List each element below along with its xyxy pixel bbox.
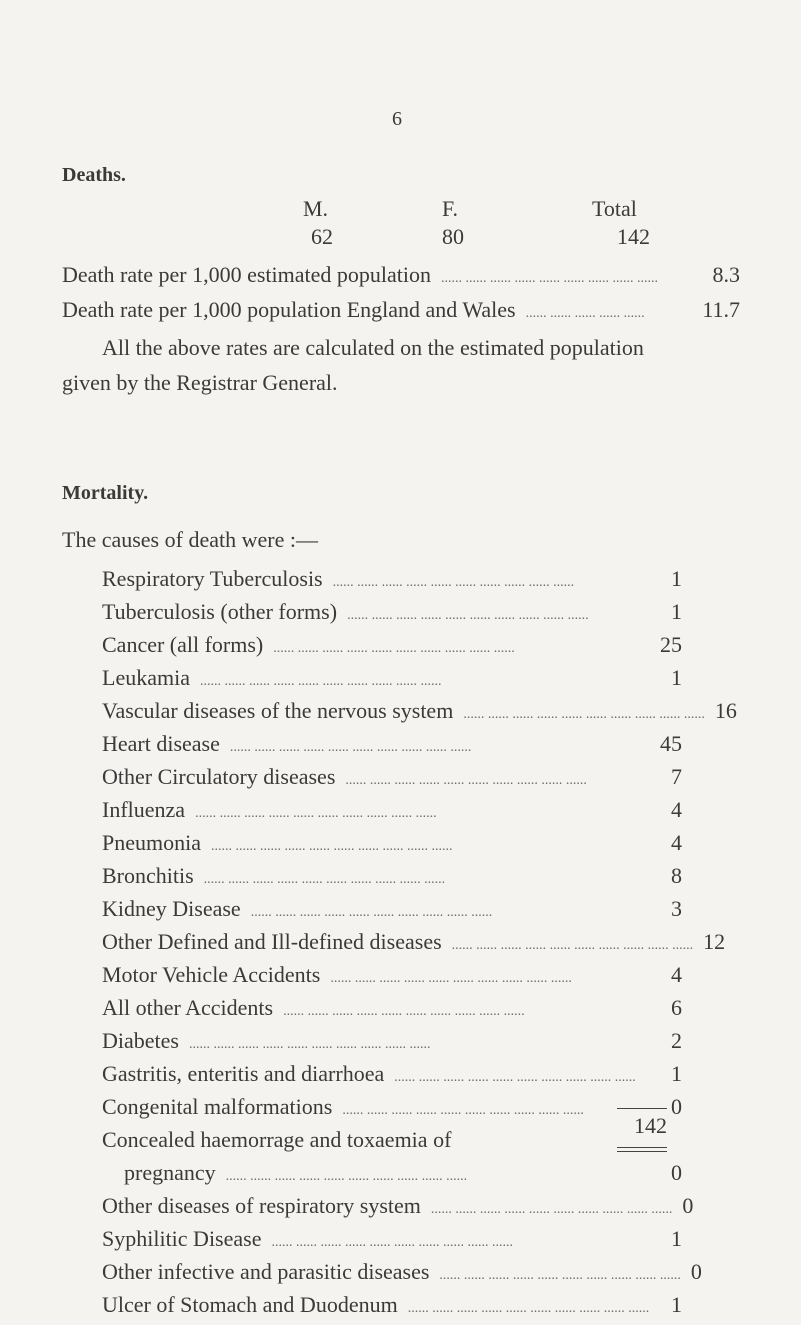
cause-row (62, 1094, 682, 1127)
leader-dots: ...... ...... ...... ...... ...... ...... ...... ...... ...... ...... (430, 1202, 673, 1217)
leader-dots: ...... ...... ...... ...... ...... ...... ...... ...... ...... ...... (439, 1268, 681, 1283)
leader-dots: ...... ...... ...... ...... ...... ...... ...... ...... ...... ...... (451, 938, 694, 953)
cause-label: Bronchitis (102, 863, 194, 888)
cause-count: 8 (671, 863, 682, 888)
cause-label: Other infective and parasitic diseases (102, 1259, 430, 1284)
cause-count: 3 (671, 896, 682, 921)
leader-dots: ...... ...... ...... ...... ...... ...... ...... ...... ...... ...... (250, 905, 493, 920)
cause-count: 45 (660, 731, 682, 756)
cause-label: Congenital malformations (102, 1094, 333, 1119)
cause-count: 1 (671, 1292, 682, 1317)
mortality-heading: Mortality. (62, 482, 149, 504)
cause-count: 25 (660, 632, 682, 657)
cause-row (62, 1127, 682, 1193)
cause-row (62, 731, 682, 764)
cause-count: 16 (714, 698, 737, 723)
page-number: 6 (392, 108, 402, 130)
rates-note (62, 330, 742, 400)
death-rate-england-label: Death rate per 1,000 population England and Wales (62, 297, 516, 322)
cause-row (62, 896, 682, 929)
leader-dots: ...... ...... ...... ...... ...... ...... ...... ...... ...... ...... (225, 1169, 468, 1184)
deaths-total-value: 142 (617, 224, 650, 249)
cause-label: Gastritis, enteritis and diarrhoea (102, 1061, 385, 1086)
cause-row (62, 632, 682, 665)
cause-row (62, 830, 682, 863)
cause-count: 6 (671, 995, 682, 1020)
leader-dots: ...... ...... ...... ...... ...... ...... ...... ...... ...... ...... (407, 1301, 650, 1316)
cause-count: 0 (690, 1259, 702, 1284)
leader-dots: ...... ...... ...... ...... ...... ...... ...... ...... ...... ...... (188, 1037, 431, 1052)
leader-dots: ...... ...... ...... ...... ...... ...... ...... ...... ...... ...... (330, 971, 572, 986)
cause-label: Cancer (all forms) (102, 632, 264, 657)
cause-row (62, 1226, 682, 1259)
cause-label-continued: pregnancy (124, 1160, 216, 1185)
rates-note-line1: All the above rates are calculated on the estimated population (102, 335, 644, 360)
cause-count: 0 (671, 1094, 682, 1119)
total-rule (617, 1108, 667, 1109)
leader-dots: ...... ...... ...... ...... ...... ...... ...... ...... ...... ...... (347, 608, 589, 623)
cause-count: 0 (671, 1160, 682, 1185)
cause-label: Respiratory Tuberculosis (102, 566, 323, 591)
cause-count: 1 (671, 566, 682, 591)
cause-count: 1 (671, 665, 682, 690)
cause-label: Ulcer of Stomach and Duodenum (102, 1292, 398, 1317)
leader-dots: ...... ...... ...... ...... ...... ...... ...... ...... ...... ...... (342, 1103, 584, 1118)
col-header-f: F. (442, 196, 458, 221)
cause-row (62, 962, 682, 995)
leader-dots: ...... ...... ...... ...... ...... ...... ...... ...... ...... ...... (195, 806, 437, 821)
death-rate-estimated-value: 8.3 (712, 262, 740, 287)
rates-note-line2: given by the Registrar General. (62, 370, 338, 395)
cause-label: All other Accidents (102, 995, 274, 1020)
cause-label: Other Defined and Ill-defined diseases (102, 929, 442, 954)
death-rate-estimated-row (62, 262, 740, 288)
cause-label: Pneumonia (102, 830, 201, 855)
cause-count: 4 (671, 830, 682, 855)
cause-count: 4 (671, 962, 682, 987)
cause-count: 2 (671, 1028, 682, 1053)
cause-row (62, 566, 682, 599)
cause-row (62, 1193, 694, 1226)
cause-count: 1 (671, 1226, 682, 1251)
total-double-rule-1 (617, 1147, 667, 1148)
cause-label: Influenza (102, 797, 186, 822)
leader-dots: ...... ...... ...... ...... ...... ...... ...... ...... ...... ...... (211, 839, 453, 854)
cause-row (62, 995, 682, 1028)
cause-row (62, 599, 682, 632)
leader-dots: ...... ...... ...... ...... ...... ...... ...... ...... ...... ...... (273, 641, 515, 656)
cause-label: Motor Vehicle Accidents (102, 962, 321, 987)
deaths-female-value: 80 (442, 224, 464, 249)
cause-label: Concealed haemorrage and toxaemia of (102, 1127, 452, 1152)
cause-label-continued-row (102, 1160, 682, 1193)
cause-row (62, 1028, 682, 1061)
leader-dots: ...... ...... ...... ...... ...... ...... ...... ...... ...... ...... (203, 872, 446, 887)
cause-row (62, 1061, 682, 1094)
cause-count: 1 (671, 599, 682, 624)
cause-row (62, 929, 726, 962)
cause-row (62, 863, 682, 896)
deaths-male-value: 62 (311, 224, 333, 249)
cause-label: Kidney Disease (102, 896, 241, 921)
leader-dots: ...... ...... ...... ...... ...... ...... ...... ...... ...... ...... (229, 740, 472, 755)
cause-label: Vascular diseases of the nervous system (102, 698, 454, 723)
total-double-rule-2 (617, 1151, 667, 1152)
leader-dots: ...... ...... ...... ...... ...... ...... ...... ...... ...... ...... (271, 1235, 513, 1250)
cause-count: 4 (671, 797, 682, 822)
cause-label: Leukamia (102, 665, 190, 690)
leader-dots: ...... ...... ...... ...... ...... (525, 306, 645, 321)
causes-total: 142 (634, 1113, 667, 1138)
cause-label: Diabetes (102, 1028, 179, 1053)
cause-row (62, 797, 682, 830)
leader-dots: ...... ...... ...... ...... ...... ...... ...... ...... ...... ...... (199, 674, 442, 689)
cause-count: 1 (671, 1061, 682, 1086)
cause-count: 7 (671, 764, 682, 789)
cause-label: Tuberculosis (other forms) (102, 599, 338, 624)
leader-dots: ...... ...... ...... ...... ...... ...... ...... ...... ...... ...... (394, 1070, 636, 1085)
cause-count: 0 (682, 1193, 694, 1218)
cause-row (62, 1292, 682, 1325)
cause-row (62, 1259, 702, 1292)
cause-label: Syphilitic Disease (102, 1226, 262, 1251)
leader-dots: ...... ...... ...... ...... ...... ...... ...... ...... ...... ...... (345, 773, 587, 788)
cause-label: Heart disease (102, 731, 220, 756)
mortality-intro: The causes of death were :— (62, 527, 318, 552)
leader-dots: ...... ...... ...... ...... ...... ...... ...... ...... ...... ...... (463, 707, 705, 722)
cause-label: Other diseases of respiratory system (102, 1193, 421, 1218)
leader-dots: ...... ...... ...... ...... ...... ...... ...... ...... ...... ...... (283, 1004, 525, 1019)
col-header-m: M. (303, 196, 329, 221)
causes-list (62, 566, 737, 1325)
death-rate-england-value: 11.7 (702, 297, 740, 322)
cause-row (62, 665, 682, 698)
leader-dots: ...... ...... ...... ...... ...... ...... ...... ...... ...... (441, 271, 658, 286)
cause-row (62, 764, 682, 797)
col-header-total: Total (592, 196, 637, 221)
cause-row (62, 698, 737, 731)
leader-dots: ...... ...... ...... ...... ...... ...... ...... ...... ...... ...... (332, 575, 575, 590)
deaths-heading: Deaths. (62, 164, 126, 186)
death-rate-estimated-label: Death rate per 1,000 estimated population (62, 262, 431, 287)
cause-count: 12 (703, 929, 726, 954)
cause-label: Other Circulatory diseases (102, 764, 336, 789)
death-rate-england-row (62, 297, 740, 323)
